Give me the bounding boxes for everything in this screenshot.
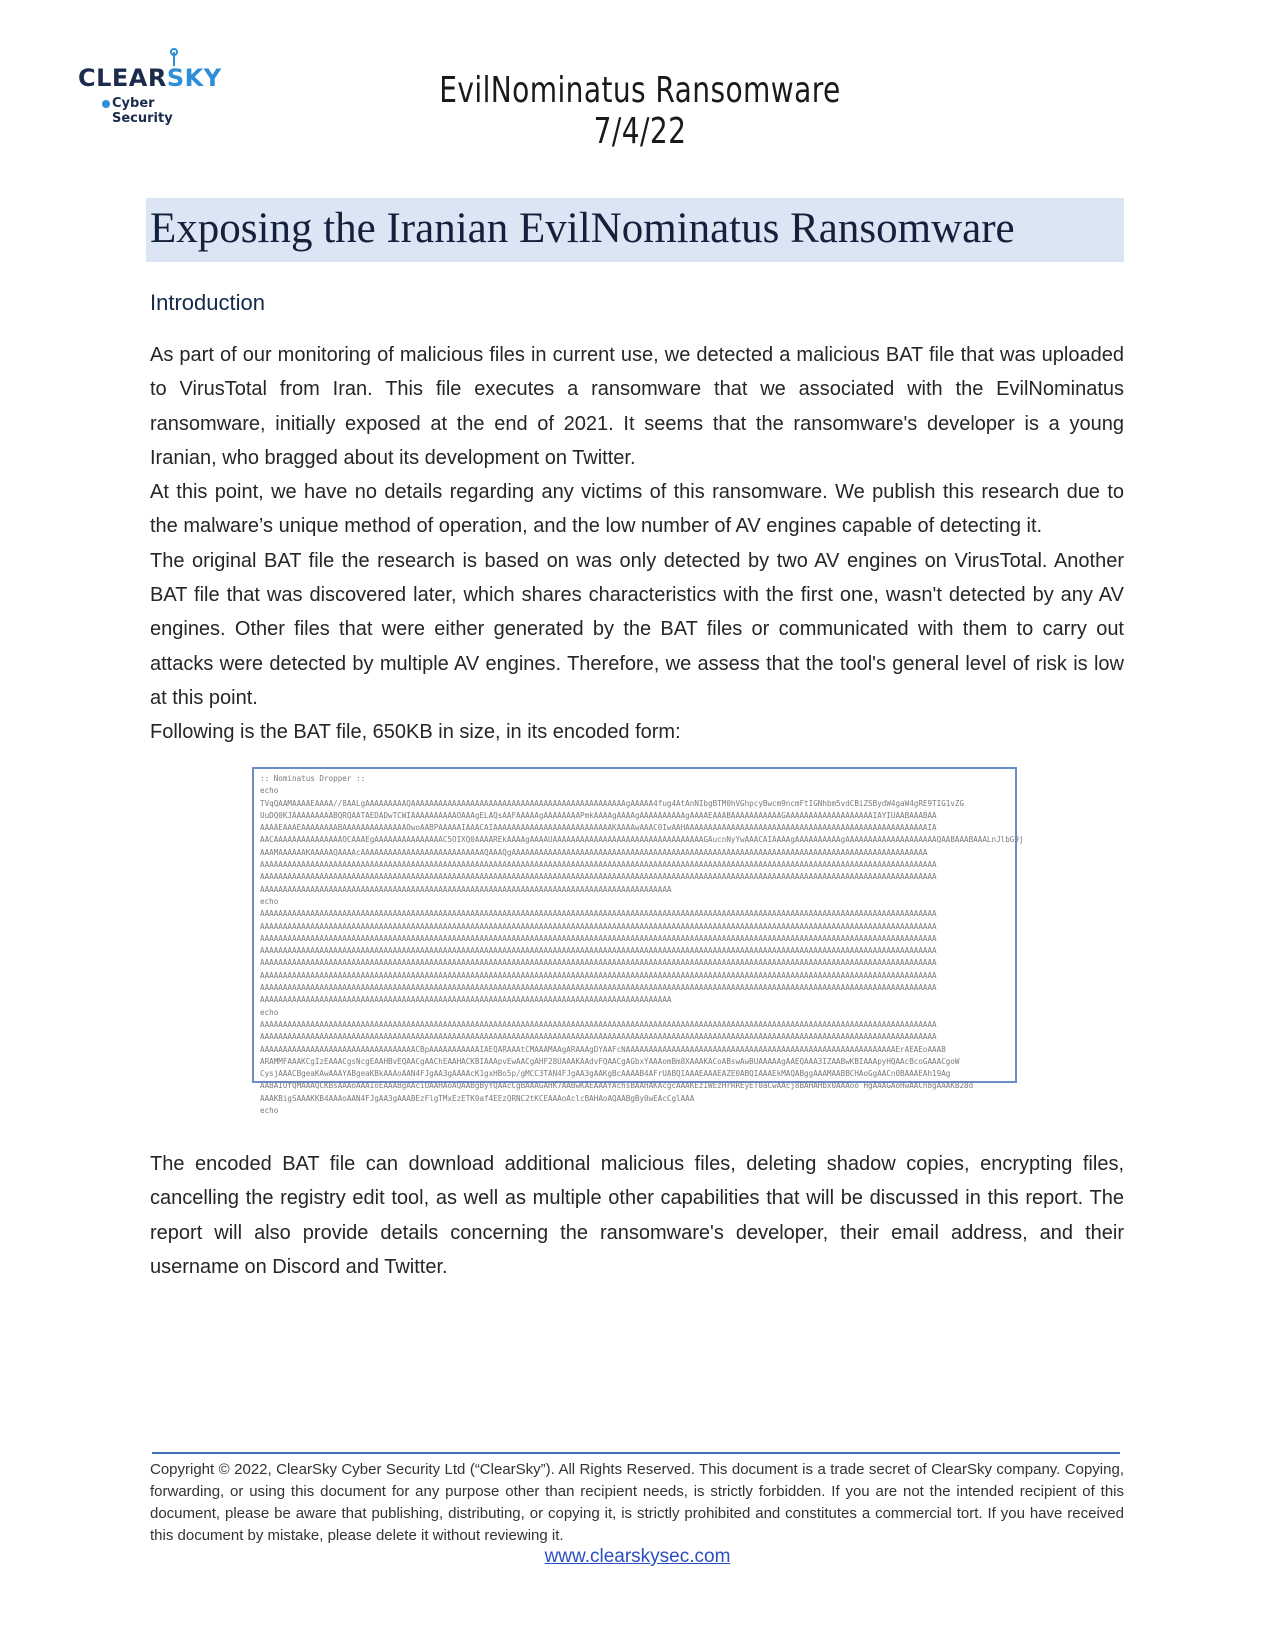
website-link[interactable]: www.clearskysec.com [544,1546,731,1567]
logo-tagline: Cyber Security [112,96,173,126]
code-line: AAAAAAAAAAAAAAAAAAAAAAAAAAAAAAAAAAAAAAAAAAAAAAAAAAAAAAAAAAAAAAAAAAAAAAAAAAAAAAAAAAAAAAAAAAAAAAAAAAAAAAAAAAAAAAAAAAAAAAAAAAAAAAAAAAAAAAAAAAAAAAAAAAAA [260,860,937,870]
code-line: AAAAAAAAAAAAAAAAAAAAAAAAAAAAAAAAAAAAAAAAAAAAAAAAAAAAAAAAAAAAAAAAAAAAAAAAAAAAAAAAAAAAAAAAAAAAAAAAAAAAAAAAAAAAAAAAAAAAAAAAAAAAAAAAAAAAAAAAAAAAAAAAAAAA [260,1032,937,1042]
code-line: AAAAAAAAAAAAAAAAAAAAAAAAAAAAAAAAAAAAAAAAAAAAAAAAAAAAAAAAAAAAAAAAAAAAAAAAAAAAAAAAAAAAAAAAAAAAAAAAAAAAAAAAAAAAAAAAAAAAAAAAAAAAAAAAAAAAAAAAAAAAAAAAAAAA [260,958,937,968]
code-line: ARAMMFAAAKCgIzEAAACgsNcgEAAHBvEQAACgAAChEAAHACKBIAAApvEwAACgAHF28UAAAKAAdvFQAACgAGbxYAAAomBm8XAAAKACoABswAwBUAAAAAgAAEQAAA3IZAABwKBIAAApyHQAAcBcoGAAACgoW [260,1056,960,1066]
code-line: echo [260,896,279,906]
footer-divider [152,1452,1120,1454]
code-line: AAAAAAAAAAAAAAAAAAAAAAAAAAAAAAAAAAAAAAAAAAAAAAAAAAAAAAAAAAAAAAAAAAAAAAAAAAAAAAAAAAAAAAAAAAAAAAAAAAAAAAAAAAAAAAAAAAAAAAAAAAAAAAAAAAAAAAAAAAAAAAAAAAAA [260,921,937,931]
paragraph: Following is the BAT file, 650KB in size, in its encoded form: [150,721,681,744]
code-line: echo [260,786,279,796]
document-title: Exposing the Iranian EvilNominatus Ransomware [146,198,1124,262]
section-heading: Introduction [150,290,265,315]
intro-text [150,338,1124,750]
code-line: AAAAAAAAAAAAAAAAAAAAAAAAAAAAAAAAAACBpAAAAAAAAAAAIAEQARAAAtCMAAAMAAgARAAAgDYAAFcNAAAAAAAAAAAAAAAAAAAAAAAAAAAAAAAAAAAAAAAAAAAAAAAAAAAAAAAAAAAErAEAEoAAAB [260,1044,946,1054]
code-line: AACAAAAAAAAAAAAAAAOCAAAEgAAAAAAAAAAAAAAAC5OIXQ0AAAAREkAAAAgAAAAUAAAAAAAAAAAAAAAAAAAAAAAAAAAAAAAAAGAucnNyYwAAACAIAAAAgAAAAAAAAAAgAAAAAAAAAAAAAAAAAAAAQAABAAABAAALnJlbG9j [260,835,1024,845]
code-line: AAAKBigSAAAKKB4AAAoAAN4FJgAA3gAAABEzFlgTMxEzETK0af4EEzQRNC2tKCEAAAoAclcBAHAoAQAABgBy0wEAcCglAAA [260,1093,695,1103]
code-line: TVqQAAMAAAAEAAAA//8AALgAAAAAAAAAQAAAAAAAAAAAAAAAAAAAAAAAAAAAAAAAAAAAAAAAAAAAAAAAgAAAAA4fug4AtAnNIbgBTM0hVGhpcyBwcm9ncmFtIGNhbm5vdCBiZSBydW4gaW4gRE9TIG1vZG [260,798,965,808]
paragraph: The original BAT file the research is based on was only detected by two AV engines on VirusTotal. Another BAT file that was discovered later, which shares characteristics with the first one, wasn't detected by any AV engines. Other files that were either generated by the BAT files or communicated with them to carry out attacks were detected by multiple AV engines. Therefore, we assess that the tool's general level of risk is low at this point. [150,549,1124,709]
code-line: AAAAAAAAAAAAAAAAAAAAAAAAAAAAAAAAAAAAAAAAAAAAAAAAAAAAAAAAAAAAAAAAAAAAAAAAAAAAAAAAAAAAAAAAAAAAAAAAAAAAAAAAAAAAAAAAAAAAAAAAAAAAAAAAAAAAAAAAAAAAAAAAAAAA [260,933,937,943]
encoded-bat-screenshot [252,767,1024,1116]
code-line: AAAAAAAAAAAAAAAAAAAAAAAAAAAAAAAAAAAAAAAAAAAAAAAAAAAAAAAAAAAAAAAAAAAAAAAAAAAAAAAAAAAAAAAAAAAAAAAAAAAAAAAAAAAAAAAAAAAAAAAAAAAAAAAAAAAAAAAAAAAAAAAAAAAA [260,970,937,980]
code-line: CysjAAACBgeaKAwAAAYABgeaKBkAAAoAAN4FJgAA3gAAAAcK1gxHBo5p/gMCC3TAN4FJgAA3gAAKgBcAAAAB4AFrUABQIAAAEAAAEAZE0ABQIAAAEkMAQABggAAAMAABBCHAoGgAACn0BAAAEAh19Ag [260,1069,951,1079]
code-line: AAAAAAAAAAAAAAAAAAAAAAAAAAAAAAAAAAAAAAAAAAAAAAAAAAAAAAAAAAAAAAAAAAAAAAAAAAAAAAAAAAAAAAAAAAAAAAAAAAAAAAAAAAAAAAAAAAAAAAAAAAAAAAAAAAAAAAAAAAAAAAAAAAAA [260,1019,937,1029]
copyright-notice: Copyright © 2022, ClearSky Cyber Security Ltd (“ClearSky”). All Rights Reserved. This document is a trade secret of ClearSky company. Copying, forwarding, or using this document for any purpose other than recipient needs, is strictly forbidden. If you are not the intended recipient of this document, please be aware that publishing, distributing, or copying it, is strictly prohibited and constitutes a commercial tort. If you have received this document by mistake, please delete it without reviewing it. [150,1461,1124,1544]
code-line: AAAAAAAAAAAAAAAAAAAAAAAAAAAAAAAAAAAAAAAAAAAAAAAAAAAAAAAAAAAAAAAAAAAAAAAAAAAAAAAAAAAAAAAAAAAAAAAAAAAAAAAAAAAAAAAAAAAAAAAAAAAAAAAAAAAAAAAAAAAAAAAAAAAA [260,872,937,882]
code-line: UuDQ0KJAAAAAAAAABQRQAATAEDADwTCWIAAAAAAAAAAOAAAgELAQsAAFAAAAAgAAAAAAAAPmkAAAAgAAAAgAAAAAAAAAAgAAAAEAAABAAAAAAAAAAAGAAAAAAAAAAAAAAAAAAAIAYIUAABAAABAA [260,810,937,820]
logo-wordmark: CLEARSKY [78,64,222,92]
code-line: AAAAAAAAAAAAAAAAAAAAAAAAAAAAAAAAAAAAAAAAAAAAAAAAAAAAAAAAAAAAAAAAAAAAAAAAAAAAAAAAAAAAAAAAAAAAAAAAAAAAAAAAAAAAAAAAAAAAAAAAAAAAAAAAAAAAAAAAAAAAAAAAAAAA [260,946,937,956]
code-line: AAAAEAAAEAAAAAAAABAAAAAAAAAAAAAAOwoAABPAAAAAIAAACAIAAAAAAAAAAAAAAAAAAAAAAAAAAKAAAAwAAAC0IwAAHAAAAAAAAAAAAAAAAAAAAAAAAAAAAAAAAAAAAAAAAAAAAAAAAAAAAAIA [260,823,937,833]
logo-dot-icon [102,100,110,108]
paragraph: As part of our monitoring of malicious files in current use, we detected a malicious BAT file that was uploaded to VirusTotal from Iran. This file executes a ransomware that we associated with the EvilNominatus ransomware, initially exposed at the end of 2021. It seems that the ransomware's developer is a young Iranian, who bragged about its development on Twitter. [150,344,1124,469]
code-line: AAAAAAAAAAAAAAAAAAAAAAAAAAAAAAAAAAAAAAAAAAAAAAAAAAAAAAAAAAAAAAAAAAAAAAAAAAAAAAAAAAAAAAAAAAAAAAAAAAAAAAAAAAAAAAAAAAAAAAAAAAAAAAAAAAAAAAAAAAAAAAAAAAAA [260,909,937,919]
code-line: AAAAAAAAAAAAAAAAAAAAAAAAAAAAAAAAAAAAAAAAAAAAAAAAAAAAAAAAAAAAAAAAAAAAAAAAAAAAAAAAAAAAAAAAAA [260,995,672,1005]
code-line: AABAIUfQMAAAQCKBsAAAoAAAIoEAAABgAAciUAAHAoAQAABgByYQAAcCgBAAAGAHK7AABwKAEAAAYAchsBAAHAKAcgcAAAKEzIWEzHrRREyET0aCwAAcj8BAHAHbx0AAAoo HgAAAGAoHwAACh8gAAAKB28d [260,1081,974,1091]
code-line: echo [260,1007,279,1017]
code-line: echo [260,1106,279,1116]
paragraph: At this point, we have no details regarding any victims of this ransomware. We publish this research due to the malware’s unique method of operation, and the low number of AV engines capable of detecting it. [150,481,1124,538]
code-line: AAAAAAAAAAAAAAAAAAAAAAAAAAAAAAAAAAAAAAAAAAAAAAAAAAAAAAAAAAAAAAAAAAAAAAAAAAAAAAAAAAAAAAAAAAAAAAAAAAAAAAAAAAAAAAAAAAAAAAAAAAAAAAAAAAAAAAAAAAAAAAAAAAAA [260,983,937,993]
header-title: EvilNominatus Ransomware 7/4/22 [439,70,841,152]
code-line: AAAMAAAAAAKAAAAAQAAAAcAAAAAAAAAAAAAAAAAAAAAAAAAAAQAAAQgAAAAAAAAAAAAAAAAAAAAAAAAAAAAAAAAAAAAAAAAAAAAAAAAAAAAAAAAAAAAAAAAAAAAAAAAAAAAAAAAAAAAAAAAAAA [260,847,928,857]
outro-text [150,1147,1124,1284]
clearsky-logo [78,48,222,126]
code-line: AAAAAAAAAAAAAAAAAAAAAAAAAAAAAAAAAAAAAAAAAAAAAAAAAAAAAAAAAAAAAAAAAAAAAAAAAAAAAAAAAAAAAAAAAA [260,884,672,894]
code-line: :: Nominatus Dropper :: [260,774,366,783]
paragraph: The encoded BAT file can download additional malicious files, deleting shadow copies, encrypting files, cancelling the registry edit tool, as well as multiple other capabilities that will be discussed in this report. The report will also provide details concerning the ransomware's developer, their email address, and their username on Discord and Twitter. [150,1153,1124,1278]
